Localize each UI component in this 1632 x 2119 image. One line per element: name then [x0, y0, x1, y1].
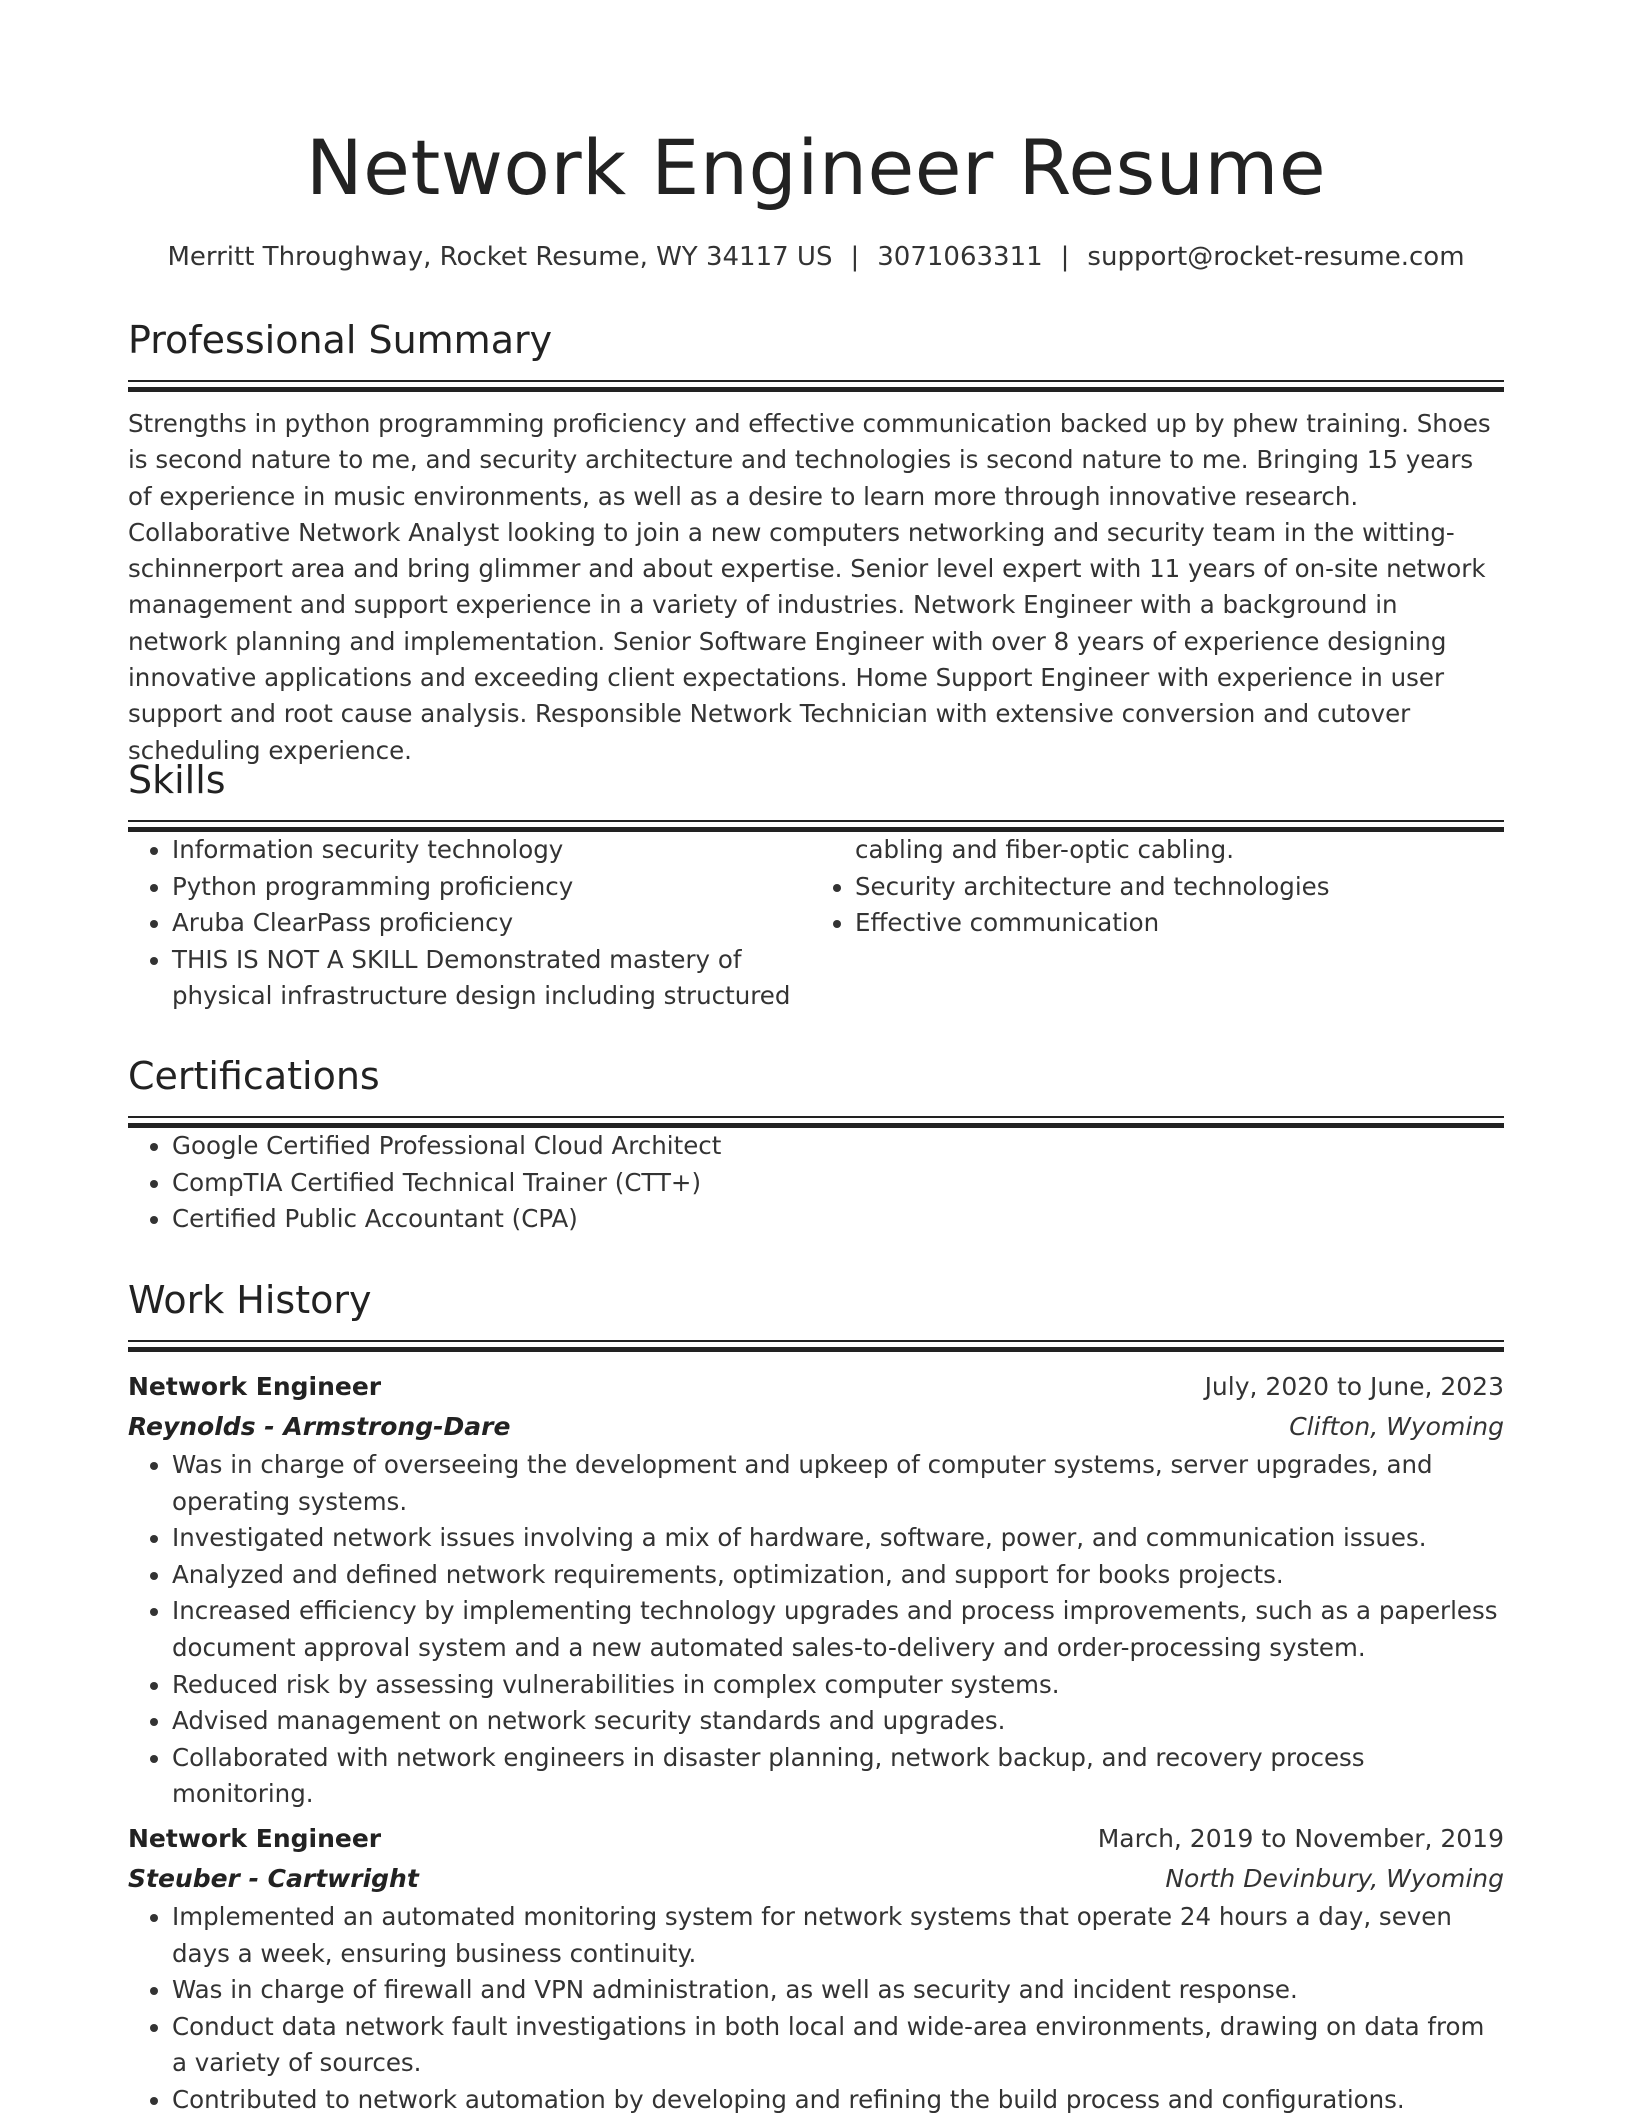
contact-phone: 3071063311 [877, 242, 1043, 272]
section-divider [128, 380, 1504, 392]
job-bullet: • Contributed to network automation by developing and refining the build process and configurations. [172, 2082, 1504, 2119]
job-dates: March, 2019 to November, 2019 [1097, 1824, 1504, 1853]
job-title: Network Engineer [128, 1372, 382, 1401]
skill-item: • Security architecture and technologies [855, 869, 1504, 906]
skills-heading: Skills [128, 758, 226, 802]
summary-section [128, 316, 1504, 769]
skill-item: • Information security technology [172, 832, 821, 869]
job-company: Reynolds - Armstrong-Dare [128, 1412, 511, 1441]
section-divider [128, 1116, 1504, 1128]
job-bullet: • Collaborated with network engineers in disaster planning, network backup, and recovery process monitoring. [172, 1740, 1504, 1813]
section-divider [128, 1340, 1504, 1352]
job-bullet: • Reduced risk by assessing vulnerabilities in complex computer systems. [172, 1667, 1504, 1704]
job-bullet: • Was in charge of overseeing the development and upkeep of computer systems, server upgrades, and operating systems. [172, 1447, 1504, 1520]
contact-email: support@rocket-resume.com [1087, 242, 1465, 272]
job-location: Clifton, Wyoming [1289, 1412, 1504, 1441]
certification-item: • Certified Public Accountant (CPA) [172, 1201, 1504, 1238]
summary-heading: Professional Summary [128, 318, 553, 362]
contact-address: Merritt Throughway, Rocket Resume, WY 34117 US [167, 242, 833, 272]
skills-section [128, 756, 1504, 1015]
job-bullet: • Was in charge of firewall and VPN administration, as well as security and incident response. [172, 1972, 1504, 2009]
job-entry [128, 1819, 1504, 2119]
certification-item: • CompTIA Certified Technical Trainer (CTT+) [172, 1165, 1504, 1202]
certifications-section [128, 1052, 1504, 1238]
contact-separator: | [850, 242, 860, 272]
job-bullet: • Investigated network issues involving a mix of hardware, software, power, and communication issues. [172, 1520, 1504, 1557]
job-title: Network Engineer [128, 1824, 382, 1853]
certification-item: • Google Certified Professional Cloud Architect [172, 1128, 1504, 1165]
job-location: North Devinbury, Wyoming [1165, 1864, 1504, 1893]
work-history-heading: Work History [128, 1278, 372, 1322]
job-bullet: • Analyzed and defined network requirements, optimization, and support for books projects. [172, 1557, 1504, 1594]
work-history-section [128, 1276, 1504, 1352]
contact-separator: | [1060, 242, 1070, 272]
job-bullet: • Advised management on network security standards and upgrades. [172, 1703, 1504, 1740]
skills-list [128, 832, 1504, 1015]
job-header [128, 1367, 1504, 1407]
job-bullet-list [128, 1899, 1504, 2119]
page-title: Network Engineer Resume [305, 123, 1327, 212]
section-divider [128, 820, 1504, 832]
skill-item: • Aruba ClearPass proficiency [172, 905, 821, 942]
job-bullet-list [128, 1447, 1504, 1813]
contact-line [128, 238, 1504, 276]
job-bullet: • Increased efficiency by implementing technology upgrades and process improvements, such as a paperless document approval system and a new automated sales-to-delivery and order-processing system. [172, 1593, 1504, 1666]
skill-item: • Python programming proficiency [172, 869, 821, 906]
job-bullet: • Implemented an automated monitoring system for network systems that operate 24 hours a day, seven days a week, ensuring business continuity. [172, 1899, 1504, 1972]
skill-item: • Effective communication [855, 905, 1504, 942]
certifications-heading: Certifications [128, 1054, 380, 1098]
job-dates: July, 2020 to June, 2023 [1204, 1372, 1504, 1401]
summary-text: Strengths in python programming proficiency and effective communication backed up by phew training. Shoes is second nature to me, and security architecture and technologies is second nature to me. Bringing 15 years of experience in music environments, as well as a desire to learn more through innovative research. Collaborative Network Analyst looking to join a new computers networking and security team in the witting-schinnerport area and bring glimmer and about expertise. Senior level expert with 11 years of on-site network management and support experience in a variety of industries. Network Engineer with a background in network planning and implementation. Senior Software Engineer with over 8 years of experience designing innovative applications and exceeding client expectations. Home Support Engineer with experience in user support and root cause analysis. Responsible Network Technician with extensive conversion and cutover scheduling experience. [128, 409, 1491, 765]
job-bullet: • Conduct data network fault investigations in both local and wide-area environments, drawing on data from a variety of sources. [172, 2009, 1504, 2082]
certifications-list [128, 1128, 1504, 1238]
job-company: Steuber - Cartwright [128, 1864, 419, 1893]
job-subheader [128, 1407, 1504, 1447]
skill-item: • THIS IS NOT A SKILL Demonstrated mastery of physical infrastructure design including structured cabling and fiber-optic cabling. [172, 832, 1504, 1015]
job-header [128, 1819, 1504, 1859]
job-entry [128, 1367, 1504, 1813]
job-subheader [128, 1859, 1504, 1899]
